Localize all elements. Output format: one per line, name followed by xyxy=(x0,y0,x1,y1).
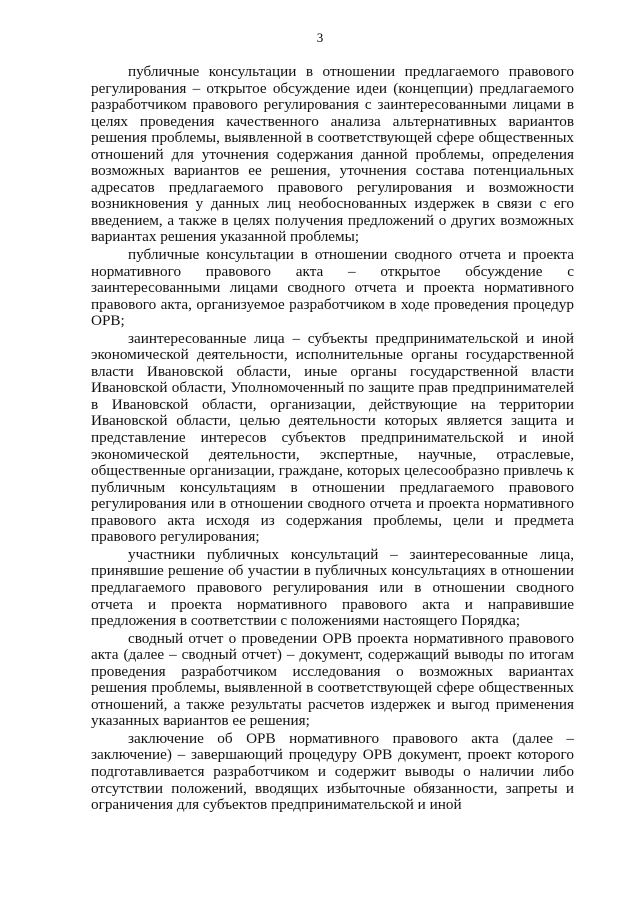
paragraph-public-consultations-report: публичные консультации в отношении сводного отчета и проекта нормативного правового акта – открытое обсуждение с заинтересованными лицами сводного отчета и проекта нормативного правового акта, организуемое разработчиком в ходе проведения процедур ОРВ; xyxy=(91,246,574,330)
paragraph-summary-report: сводный отчет о проведении ОРВ проекта нормативного правового акта (далее – сводный отчет) – документ, содержащий выводы по итогам проведения разработчиком исследования о возможных вариантах решения проблемы, выявленной в соответствующей сфере общественных отношений, а также результаты расчетов издержек и выгод применения указанных вариантов ее решения; xyxy=(91,629,574,730)
paragraph-public-consultations-regulation: публичные консультации в отношении предлагаемого правового регулирования – открытое обсуждение идеи (концепции) предлагаемого разработчиком правового регулирования с заинтересованными лицами в целях проведения качественного анализа альтернативных вариантов решения проблемы, выявленной в соответствующей сфере общественных отношений для уточнения содержания данной проблемы, определения возможных вариантов ее решения, уточнения состава потенциальных адресатов предлагаемого правового регулирования и возможности возникновения у данных лиц необоснованных издержек в связи с его введением, а также в целях получения предложений о других возможных вариантах решения указанной проблемы; xyxy=(91,63,574,246)
body-text xyxy=(91,64,574,815)
paragraph-consultation-participants: участники публичных консультаций – заинтересованные лица, принявшие решение об участии в публичных консультациях в отношении предлагаемого правового регулирования или в отношении сводного отчета и проекта нормативного правового акта и направившие предложения в соответствии с положениями настоящего Порядка; xyxy=(91,545,574,630)
page-number: 3 xyxy=(316,30,324,45)
paragraph-conclusion: заключение об ОРВ нормативного правового акта (далее – заключение) – завершающий процедуру ОРВ документ, проект которого подготавливается разработчиком и содержит выводы о наличии либо отсутствии положений, вводящих избыточные обязанности, запреты и ограничения для субъектов предпринимательской и иной xyxy=(91,729,574,814)
paragraph-interested-parties: заинтересованные лица – субъекты предпринимательской и иной экономической деятельности, исполнительные органы государственной власти Ивановской области, иные органы государственной власти Ивановской области, Уполномоченный по защите прав предпринимателей в Ивановской области, организации, действующие на территории Ивановской области, целью деятельности которых является защита и представление интересов субъектов предпринимательской и иной экономической деятельности, экспертные, научные, отраслевые, общественные организации, граждане, которых целесообразно привлечь к публичным консультациям в отношении предлагаемого правового регулирования или в отношении сводного отчета и проекта нормативного правового акта исходя из содержания проблемы, цели и предмета правового регулирования; xyxy=(91,329,574,546)
